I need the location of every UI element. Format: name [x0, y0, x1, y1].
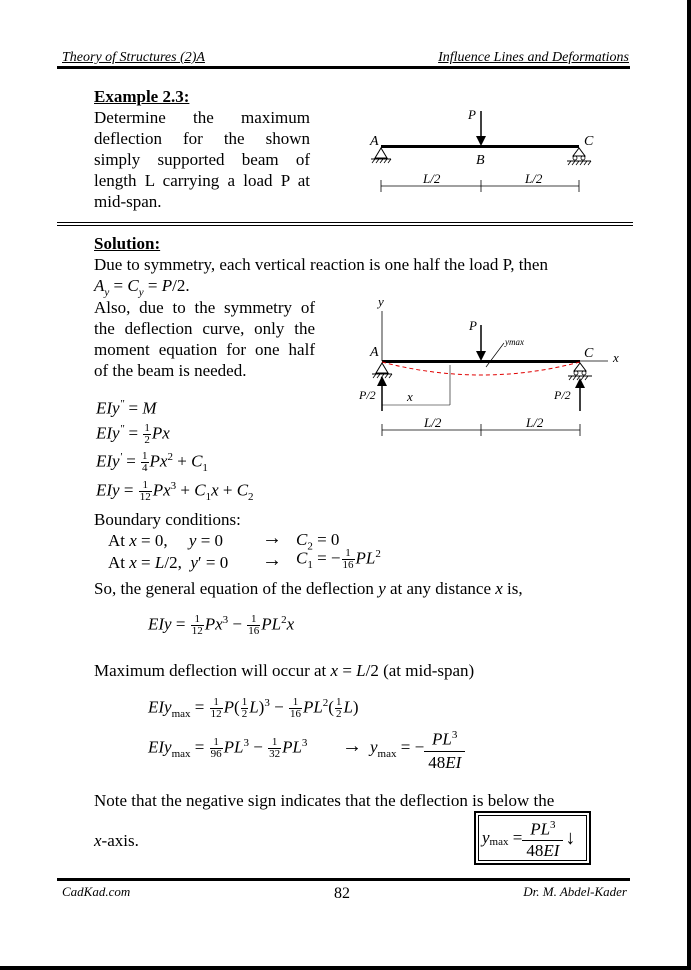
example-line-3: simply supported beam of — [94, 150, 310, 169]
boundary-title: Boundary conditions: — [94, 510, 241, 529]
fig2-support-a-label: A — [370, 345, 379, 360]
header-rule — [57, 66, 630, 69]
general-text: So, the general equation of the deflection y at any distance x is, — [94, 579, 523, 598]
solution-para1-line2: $A_y = C_y = P/2$. — [94, 276, 190, 299]
boundary-condition-1: At x = 0, y = 0 — [108, 531, 224, 550]
fig2-ymax-leader — [486, 343, 504, 367]
fig2-reaction-a-label: P/2 — [359, 388, 376, 402]
fig1-roller-support-c — [573, 148, 585, 156]
boundary-arrow-2: → — [262, 549, 282, 571]
fig2-ymax-label: ymax — [505, 337, 524, 347]
boundary-arrow-1: → — [262, 527, 282, 549]
maximum-equation-2: EIy$_{max}$ = $\frac{1}{96}$ $PL^3$ − $\frac{1}{32}$ $PL^3$ — [148, 736, 308, 761]
solution-para2-line1: Also, due to the symmetry of — [94, 298, 315, 317]
footer-rule — [57, 878, 630, 881]
fig1-beam — [381, 145, 579, 148]
fig2-support-c-label: C — [584, 346, 594, 361]
fig2-x-axis-label: x — [613, 350, 619, 365]
beam-figure-2 — [350, 295, 635, 440]
fig2-dim-right-label: L/2 — [526, 415, 544, 430]
maximum-arrow: → — [342, 735, 362, 757]
section-rule-bottom — [57, 225, 633, 226]
fig1-hatch-c — [568, 161, 591, 165]
fig1-load-arrowhead — [476, 136, 486, 146]
boundary-result-2: $C_1$ = − $\frac{1}{16}$ $PL^2$ — [296, 547, 381, 572]
beam-figure-1 — [355, 100, 615, 200]
fig2-roller-support-c — [574, 363, 586, 371]
general-equation: EIy = $\frac{1}{12}$ Px$^3$ − $\frac{1}{16}$ $PL^2x$ — [148, 613, 295, 638]
fig2-roller-wheel-1 — [574, 371, 578, 375]
fig1-roller-wheel-2 — [581, 156, 585, 160]
equation-3: EIy' = $\frac{1}{4}$ $Px^2 + C_1$ — [96, 450, 208, 475]
solution-para1-line1: Due to symmetry, each vertical reaction is one half the load P, then — [94, 255, 548, 274]
footer-left: CadKad.com — [62, 884, 131, 899]
solution-para2-line2: the deflection curve, only the — [94, 319, 315, 338]
example-title: Example 2.3: — [94, 87, 190, 106]
fig1-roller-wheel-1 — [573, 156, 577, 160]
fig2-reaction-arrowhead-c — [575, 378, 585, 388]
fig2-deflection-curve — [382, 362, 580, 375]
fig1-dim-left-label: L/2 — [423, 171, 441, 186]
fig2-load-label: P — [469, 318, 477, 333]
note-line-1: Note that the negative sign indicates that the deflection is below the — [94, 791, 555, 810]
maximum-text: Maximum deflection will occur at x = L/2 (at mid-span) — [94, 661, 475, 680]
example-line-2: deflection for the shown — [94, 129, 310, 148]
footer-page-number: 82 — [334, 885, 350, 902]
fig2-pin-support-a — [376, 363, 388, 373]
fig1-hatch-a — [372, 159, 391, 163]
example-line-1: Determine the maximum — [94, 108, 310, 127]
boundary-result-1: $C_2 = 0$ — [296, 530, 340, 553]
fig2-hatch-c — [569, 376, 588, 380]
solution-title: Solution: — [94, 234, 161, 253]
fig2-x-dim-label: x — [407, 389, 413, 404]
maximum-result: $y_{max}$ = − $\frac{PL^3}{48EI}$ — [370, 724, 465, 774]
fig1-load-label: P — [468, 107, 476, 122]
solution-para2-line3: moment equation for one half — [94, 340, 315, 359]
fig2-y-axis-label: y — [378, 295, 384, 309]
equation-2: EIy" = $\frac{1}{2}$ Px — [96, 422, 170, 447]
example-line-5: mid-span. — [94, 192, 162, 211]
note-line-2: x-axis. — [94, 831, 139, 850]
solution-para2-line4: of the beam is needed. — [94, 361, 247, 380]
fig1-support-c-label: C — [584, 134, 594, 149]
equation-1: EIy" = M — [96, 398, 157, 418]
fig2-load-arrowhead — [476, 351, 486, 361]
fig2-dim-left-label: L/2 — [424, 415, 442, 430]
section-rule-top — [57, 222, 633, 223]
fig1-support-a-label: A — [370, 134, 379, 149]
boundary-condition-2: At x = L/2, y′ = 0 — [108, 553, 229, 572]
fig2-reaction-c-label: P/2 — [554, 388, 571, 402]
header-right: Influence Lines and Deformations — [438, 50, 629, 65]
fig1-pin-support-a — [375, 148, 387, 158]
boxed-result — [474, 811, 591, 865]
equation-4: EIy = $\frac{1}{12}$ $Px^3 + C_1x + C_2$ — [96, 479, 254, 504]
boxed-result-inner: y max = $\frac{PL^3}{48EI}$ ↓ — [478, 815, 587, 861]
fig1-dim-right-label: L/2 — [525, 171, 543, 186]
maximum-equation-1: EIy$_{max}$ = $\frac{1}{12}$ P( $\frac{1}{2}$ L)$^3$ − $\frac{1}{16}$ $PL^2$( $\frac{1}{2}$ L) — [148, 696, 359, 721]
fig2-beam — [382, 360, 580, 363]
footer-right: Dr. M. Abdel-Kader — [523, 884, 627, 899]
fig1-midpoint-b-label: B — [476, 153, 485, 168]
header-left: Theory of Structures (2)A — [62, 50, 205, 65]
fig2-roller-wheel-2 — [582, 371, 586, 375]
example-line-4: length L carrying a load P at — [94, 171, 310, 190]
